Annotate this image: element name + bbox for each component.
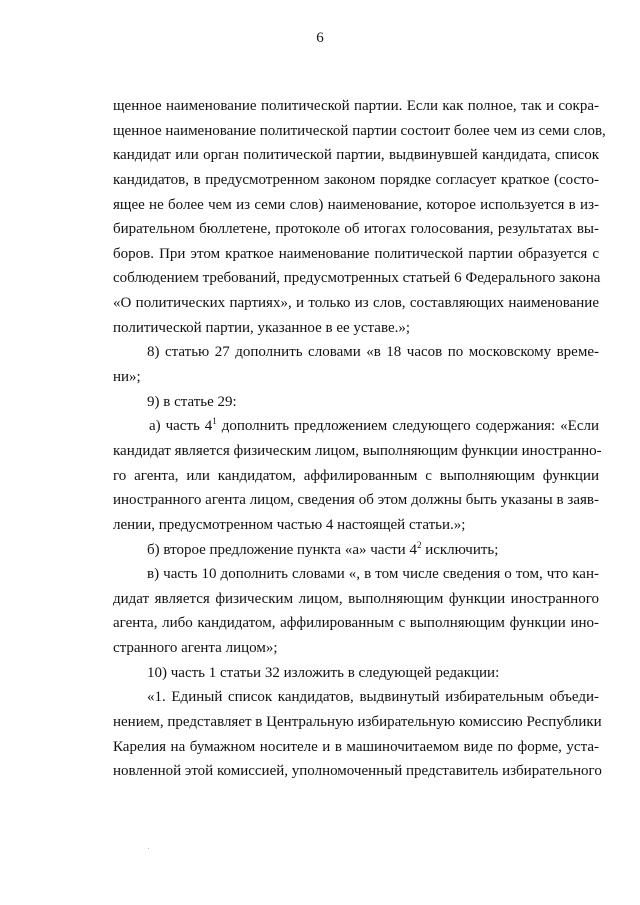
- text-line: 10) часть 1 статьи 32 изложить в следующей редакции:: [147, 664, 500, 681]
- scan-speck: [148, 848, 149, 849]
- text-line: в) часть 10 дополнить словами «, в том числе сведения о том, что кан-: [147, 566, 599, 583]
- text-line: нением, представляет в Центральную избирательную комиссию Республики: [113, 714, 602, 731]
- text-line: ящее не более чем из семи слов) наименование, которое используется в из-: [113, 196, 599, 213]
- text-line: го агента, или кандидатом, аффилированным с выполняющим функции: [113, 467, 599, 484]
- text-line: бирательном бюллетене, протоколе об итогах голосования, результатах вы-: [113, 221, 599, 238]
- text-line: кандидат или орган политической партии, выдвинувшей кандидата, список: [113, 147, 599, 164]
- text-line: «О политических партиях», и только из слов, составляющих наименование: [113, 295, 599, 312]
- text-line: [113, 414, 599, 439]
- text-line: боров. При этом краткое наименование политической партии образуется с: [113, 245, 599, 262]
- text-line: 8) статью 27 дополнить словами «в 18 часов по московскому време-: [147, 344, 599, 361]
- text-fragment: дополнить предложением следующего содержания: «Если: [216, 418, 599, 435]
- text-line: странного агента лицом»;: [113, 640, 278, 657]
- text-line: иностранного агента лицом, сведения об этом должны быть указаны в заяв-: [113, 492, 599, 509]
- text-line: Карелия на бумажном носителе и в машиночитаемом виде по форме, уста-: [113, 738, 599, 755]
- text-fragment: а) часть 4: [149, 418, 213, 435]
- text-line: кандидатов, в предусмотренном законом порядке согласует краткое (состо-: [113, 171, 599, 188]
- text-fragment: б) второе предложение пункта «а» части 4: [147, 541, 417, 558]
- text-line: кандидат является физическим лицом, выполняющим функции иностранно-: [113, 442, 602, 459]
- text-line: агента, либо кандидатом, аффилированным с выполняющим функции ино-: [113, 615, 599, 632]
- text-line: политической партии, указанное в ее уставе.»;: [113, 319, 411, 336]
- document-body: [113, 94, 606, 784]
- superscript: 2: [416, 539, 422, 550]
- text-fragment: исключить;: [421, 541, 499, 558]
- text-line: щенное наименование политической партии. Если как полное, так и сокра-: [113, 98, 599, 114]
- page-number: 6: [316, 30, 324, 46]
- text-line: соблюдением требований, предусмотренных статьей 6 Федерального закона: [113, 270, 601, 287]
- text-line: 9) в статье 29:: [147, 393, 237, 410]
- text-line: щенное наименование политической партии состоит более чем из семи слов,: [113, 122, 606, 139]
- text-line: лении, предусмотренном частью 4 настоящей статьи.»;: [113, 516, 466, 533]
- text-line: ни»;: [113, 369, 141, 386]
- text-line: «1. Единый список кандидатов, выдвинутый избирательным объеди-: [147, 689, 599, 706]
- text-line: [113, 538, 599, 563]
- superscript: 1: [212, 416, 217, 427]
- text-line: новленной этой комиссией, уполномоченный представитель избирательного: [113, 763, 602, 780]
- text-line: дидат является физическим лицом, выполняющим функции иностранного: [113, 590, 599, 607]
